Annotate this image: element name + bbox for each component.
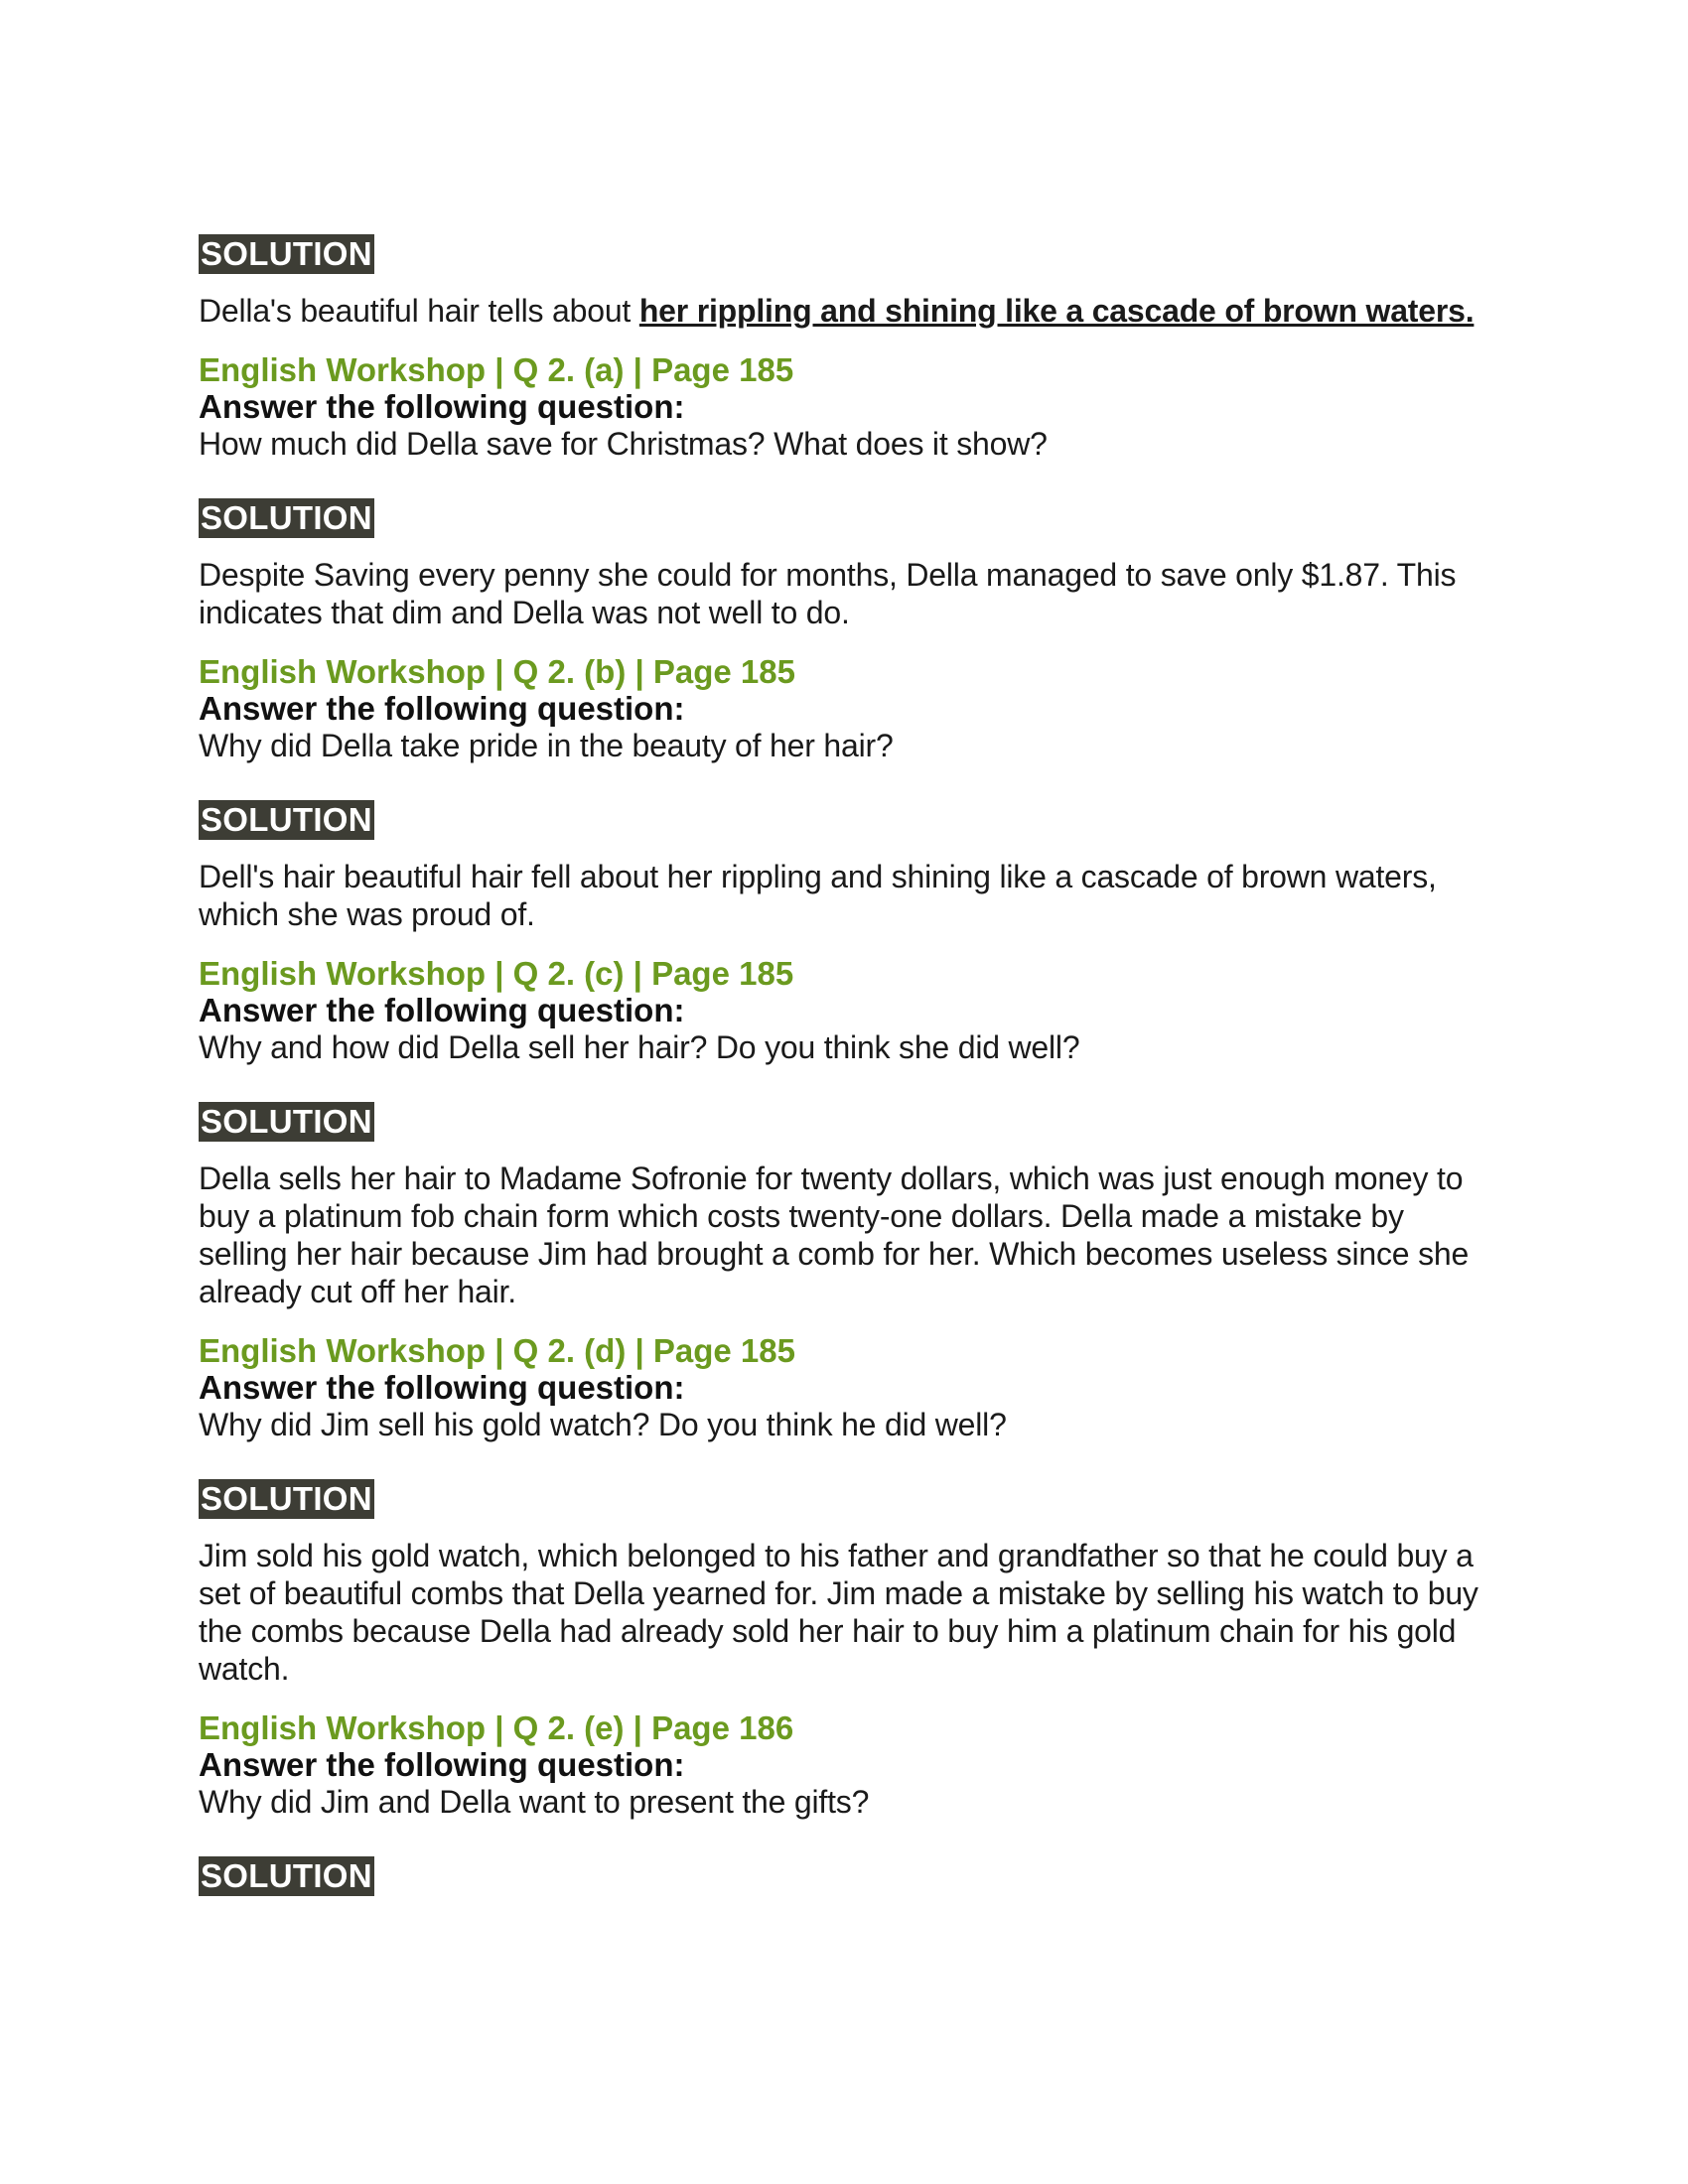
solution-block — [199, 1856, 1489, 1896]
question-text: Why did Jim and Della want to present the gifts? — [199, 1784, 870, 1820]
solution-block — [199, 234, 1489, 330]
solution-text: Despite Saving every penny she could for months, Della managed to save only $1.87. This indicates that dim and Della was not well to do. — [199, 557, 1457, 630]
question-block — [199, 351, 1489, 463]
solution-badge: SOLUTION — [201, 1480, 372, 1517]
solution-text: Jim sold his gold watch, which belonged to his father and grandfather so that he could buy a set of beautiful combs that Della yearned for. Jim made a mistake by selling his watch to buy the combs because Della had already sold her hair to buy him a platinum chain for his gold watch. — [199, 1538, 1478, 1687]
question-heading: English Workshop | Q 2. (b) | Page 185 — [199, 653, 795, 690]
question-prompt: Answer the following question: — [199, 992, 685, 1028]
question-text: Why did Jim sell his gold watch? Do you think he did well? — [199, 1407, 1007, 1442]
question-prompt: Answer the following question: — [199, 1746, 685, 1783]
solution-block — [199, 1479, 1489, 1688]
question-block — [199, 653, 1489, 764]
solution-badge: SOLUTION — [201, 235, 372, 272]
solution-text-lead: Della's beautiful hair tells about — [199, 293, 639, 329]
solution-text: Della sells her hair to Madame Sofronie for twenty dollars, which was just enough money to buy a platinum fob chain form which costs twenty-one dollars. Della made a mistake by selling her hair because Jim had brought a comb for her. Which becomes useless since she already cut off her hair. — [199, 1160, 1470, 1309]
solution-badge: SOLUTION — [201, 1103, 372, 1140]
question-block — [199, 1332, 1489, 1443]
question-prompt: Answer the following question: — [199, 388, 685, 425]
question-prompt: Answer the following question: — [199, 690, 685, 727]
question-text: Why did Della take pride in the beauty of her hair? — [199, 728, 894, 763]
solution-badge: SOLUTION — [201, 801, 372, 838]
solution-block — [199, 498, 1489, 631]
question-block — [199, 955, 1489, 1066]
solution-badge: SOLUTION — [201, 499, 372, 536]
question-heading: English Workshop | Q 2. (e) | Page 186 — [199, 1709, 794, 1746]
question-heading: English Workshop | Q 2. (a) | Page 185 — [199, 351, 794, 388]
question-block — [199, 1709, 1489, 1821]
solution-block — [199, 800, 1489, 933]
solution-badge: SOLUTION — [201, 1857, 372, 1894]
question-text: How much did Della save for Christmas? What does it show? — [199, 426, 1048, 462]
question-text: Why and how did Della sell her hair? Do you think she did well? — [199, 1029, 1080, 1065]
solution-text — [199, 292, 1489, 330]
solution-block — [199, 1102, 1489, 1310]
solution-text: Dell's hair beautiful hair fell about her rippling and shining like a cascade of brown waters, which she was proud of. — [199, 859, 1437, 932]
question-prompt: Answer the following question: — [199, 1369, 685, 1406]
solution-text-emphasis: her rippling and shining like a cascade of brown waters. — [638, 293, 1475, 329]
question-heading: English Workshop | Q 2. (d) | Page 185 — [199, 1332, 795, 1369]
document-page — [199, 234, 1489, 1896]
question-heading: English Workshop | Q 2. (c) | Page 185 — [199, 955, 794, 992]
